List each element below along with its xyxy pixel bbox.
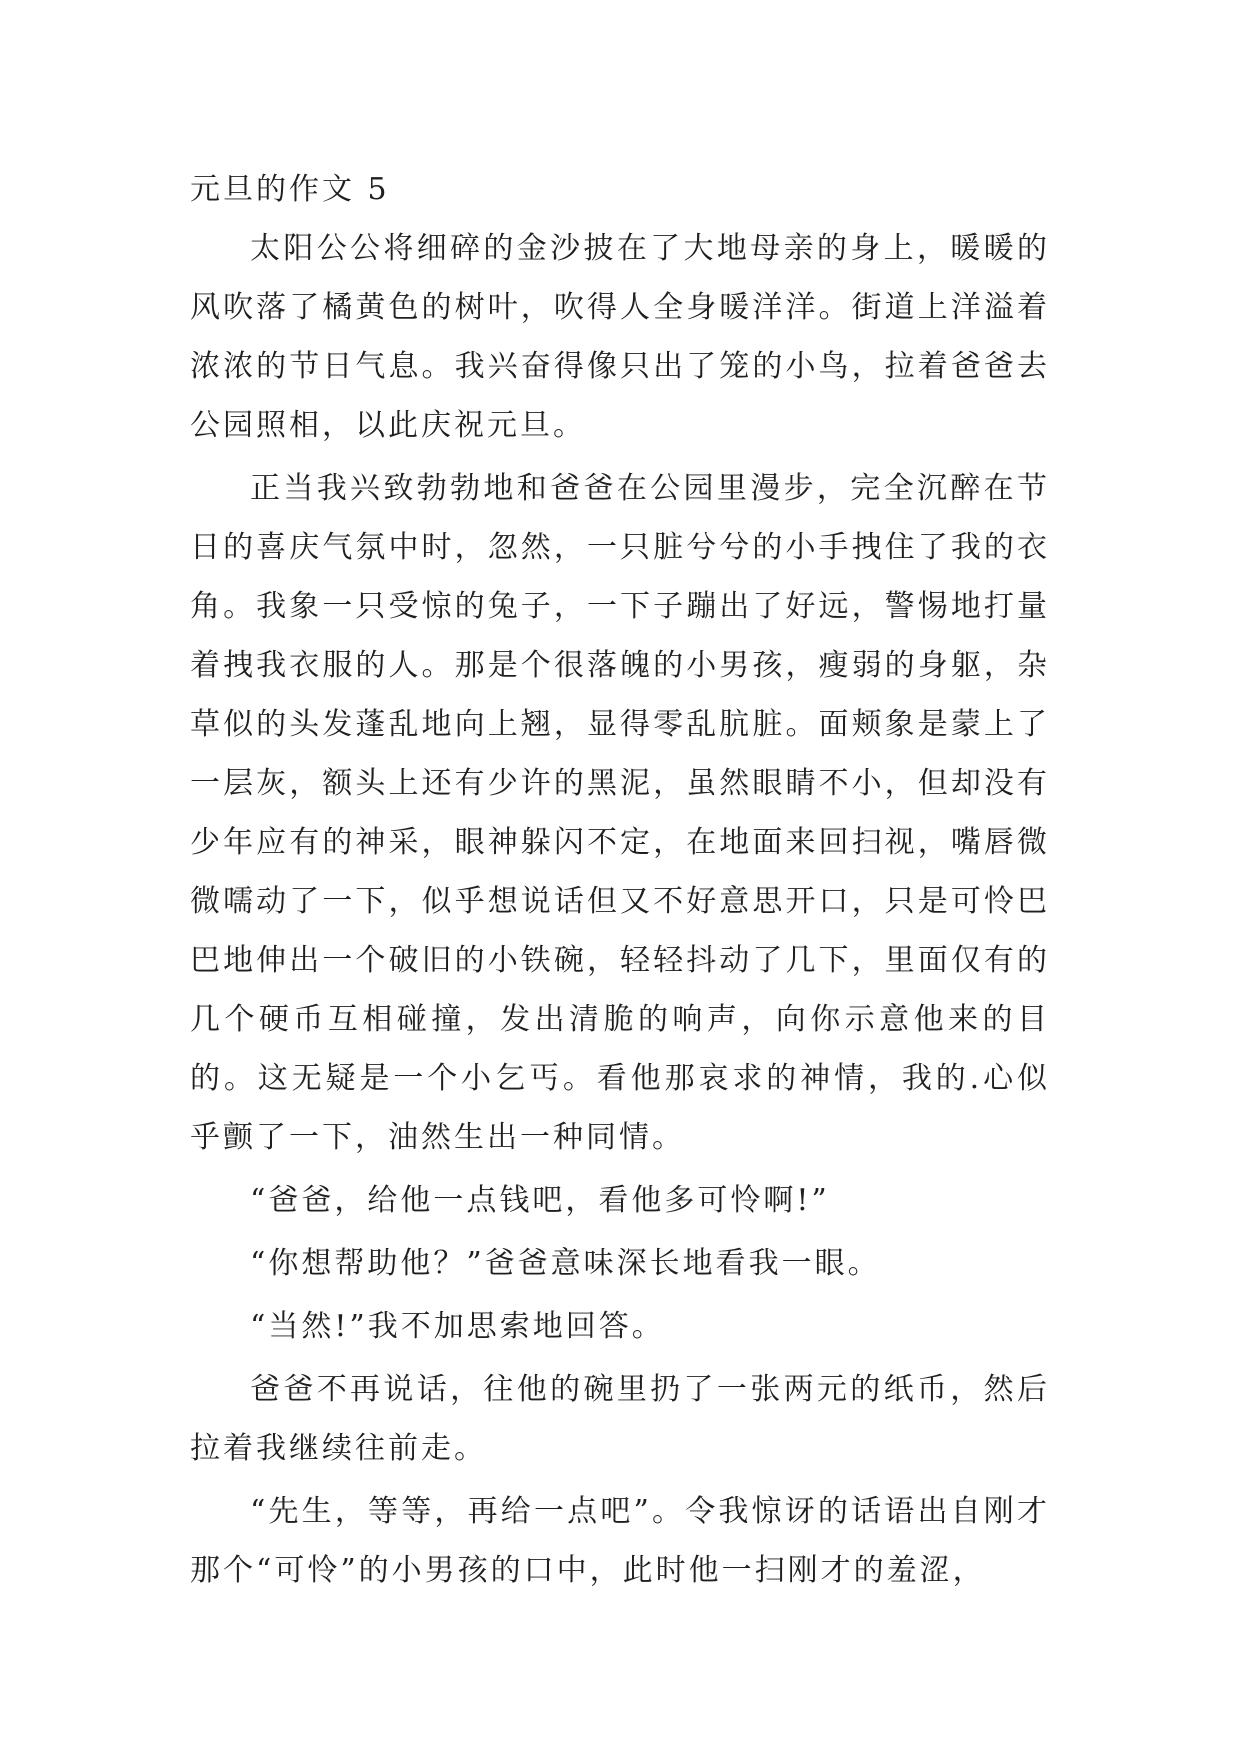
paragraph-encounter: 正当我兴致勃勃地和爸爸在公园里漫步，完全沉醉在节日的喜庆气氛中时，忽然，一只脏兮兮的小手拽住了我的衣角。我象一只受惊的兔子，一下子蹦出了好远，警惕地打量着拽我衣服的人。那是个很落魄的小男孩，瘦弱的身躯，杂草似的头发蓬乱地向上翘，显得零乱肮脏。面颊象是蒙上了一层灰，额头上还有少许的黑泥，虽然眼睛不小，但却没有少年应有的神采，眼神躲闪不定，在地面来回扫视，嘴唇微微嚅动了一下，似乎想说话但又不好意思开口，只是可怜巴巴地伸出一个破旧的小铁碗，轻轻抖动了几下，里面仅有的几个硬币互相碰撞，发出清脆的响声，向你示意他来的目的。这无疑是一个小乞丐。看他那哀求的神情，我的.心似乎颤了一下，油然生出一种同情。: [190, 471, 1050, 1155]
paragraph-boy-asks-more: “先生，等等，再给一点吧”。令我惊讶的话语出自刚才那个“可怜”的小男孩的口中，此时他一扫刚才的羞涩，: [190, 1494, 1050, 1588]
paragraph-intro: 太阳公公将细碎的金沙披在了大地母亲的身上，暖暖的风吹落了橘黄色的树叶，吹得人全身暖洋洋。街道上洋溢着浓浓的节日气息。我兴奋得像只出了笼的小鸟，拉着爸爸去公园照相，以此庆祝元旦。: [190, 231, 1050, 443]
paragraph-dialog-2: “你想帮助他？”爸爸意味深长地看我一眼。: [250, 1246, 881, 1281]
paragraph-dialog-3: “当然!”我不加思索地回答。: [250, 1309, 665, 1344]
paragraph-dialog-1: “爸爸，给他一点钱吧，看他多可怜啊!”: [250, 1183, 830, 1218]
paragraph-father-gives: 爸爸不再说话，往他的碗里扔了一张两元的纸币，然后拉着我继续往前走。: [190, 1372, 1050, 1466]
document-title: 元旦的作文 5: [190, 172, 390, 207]
document-page: [190, 160, 1050, 1600]
